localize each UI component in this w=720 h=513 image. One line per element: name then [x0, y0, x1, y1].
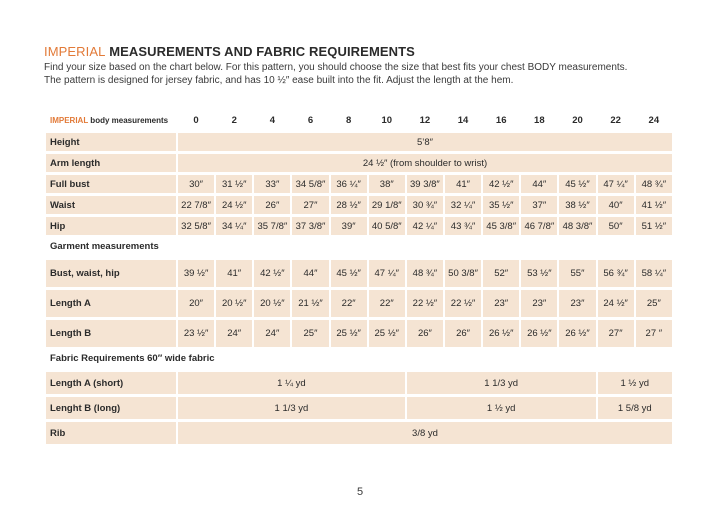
arm-length-row: [46, 154, 672, 172]
cell: 48 ¾″: [636, 175, 672, 193]
cell: 52″: [483, 260, 519, 287]
cell: 20 ½″: [254, 290, 290, 317]
cell: 26 ½″: [483, 320, 519, 347]
size-16: 16: [495, 114, 507, 126]
cell: 1 5/8 yd: [598, 397, 672, 419]
cell: 42 ½″: [254, 260, 290, 287]
cell: 25″: [636, 290, 672, 317]
page-title: [44, 44, 415, 59]
cell: 1 ½ yd: [598, 372, 672, 394]
intro-text: [44, 62, 684, 87]
cell: 36 ¼″: [331, 175, 367, 193]
cell: 45 3/8″: [483, 217, 519, 235]
cell: 56 ¾″: [598, 260, 634, 287]
fabric-section-header: [46, 347, 672, 369]
cell: 25 ½″: [331, 320, 367, 347]
cell: 34 5/8″: [292, 175, 328, 193]
size-22: 22: [610, 114, 621, 126]
header-label: [46, 110, 176, 130]
cell: 42 ¼″: [407, 217, 443, 235]
title-accent: IMPERIAL: [44, 44, 106, 59]
row-label: Rib: [46, 422, 176, 444]
size-18: 18: [534, 114, 545, 126]
row-label: Bust, waist, hip: [46, 260, 176, 287]
size-6: 6: [307, 114, 314, 126]
cell: 26 ½″: [559, 320, 595, 347]
size-20: 20: [572, 114, 583, 126]
cell: 1 ½ yd: [407, 397, 596, 419]
cell: 27″: [598, 320, 634, 347]
cell: 25″: [292, 320, 328, 347]
cell: 43 ¾″: [445, 217, 481, 235]
cell: 39 ½″: [178, 260, 214, 287]
fabric-length-a-row: [46, 372, 672, 394]
cell: 22″: [331, 290, 367, 317]
bust-waist-hip-row: [46, 260, 672, 287]
cell: 20″: [178, 290, 214, 317]
length-b-row: [46, 320, 672, 347]
row-label: Waist: [46, 196, 176, 214]
cell: 3/8 yd: [178, 422, 672, 444]
cell: 24″: [254, 320, 290, 347]
cell: 22 7/8″: [178, 196, 214, 214]
garment-section-header: [46, 235, 672, 257]
size-0: 0: [193, 114, 199, 126]
cell: 1 1/3 yd: [178, 397, 405, 419]
cell: 24 ½″: [598, 290, 634, 317]
cell: 41″: [216, 260, 252, 287]
cell: 29 1/8″: [369, 196, 405, 214]
waist-row: [46, 196, 672, 214]
cell: 20 ½″: [216, 290, 252, 317]
cell: 26″: [407, 320, 443, 347]
cell: 33″: [254, 175, 290, 193]
cell: 39 3/8″: [407, 175, 443, 193]
cell: 41″: [445, 175, 481, 193]
cell: 58 ¼″: [636, 260, 672, 287]
cell: 24″: [216, 320, 252, 347]
cell: 32 5/8″: [178, 217, 214, 235]
cell: 44″: [521, 175, 557, 193]
cell: 22″: [369, 290, 405, 317]
row-label: Full bust: [46, 175, 176, 193]
fabric-length-b-row: [46, 397, 672, 419]
cell: 37″: [521, 196, 557, 214]
size-12: 12: [419, 114, 431, 126]
cell: 23″: [483, 290, 519, 317]
cell: 22 ½″: [407, 290, 443, 317]
cell: 50 3/8″: [445, 260, 481, 287]
cell: 27″: [292, 196, 328, 214]
cell: 38″: [369, 175, 405, 193]
cell: 47 ¼″: [369, 260, 405, 287]
cell: 27 ″: [636, 320, 672, 347]
cell: 25 ½″: [369, 320, 405, 347]
row-label: Length A: [46, 290, 176, 317]
size-chart-table: [44, 110, 674, 444]
cell: 48 ¾″: [407, 260, 443, 287]
cell: 26″: [254, 196, 290, 214]
cell: 44″: [292, 260, 328, 287]
cell: 26″: [445, 320, 481, 347]
cell: 26 ½″: [521, 320, 557, 347]
garment-section-title: Garment measurements: [50, 240, 159, 252]
row-label: Lenght B (long): [46, 397, 176, 419]
intro-line-1: Find your size based on the chart below. For this pattern, you should choose the size that best fits your chest BODY measurements.: [44, 62, 628, 73]
cell: 23 ½″: [178, 320, 214, 347]
header-accent: IMPERIAL: [50, 115, 89, 125]
cell: 55″: [559, 260, 595, 287]
cell: 23″: [559, 290, 595, 317]
hip-row: [46, 217, 672, 235]
cell: 47 ¼″: [598, 175, 634, 193]
cell: 30″: [178, 175, 214, 193]
length-a-row: [46, 290, 672, 317]
cell: 46 7/8″: [521, 217, 557, 235]
cell: 28 ½″: [331, 196, 367, 214]
rib-row: [46, 422, 672, 444]
cell: 24 ½″: [216, 196, 252, 214]
cell: 40″: [598, 196, 634, 214]
size-14: 14: [457, 114, 469, 126]
cell: 41 ½″: [636, 196, 672, 214]
cell: 53 ½″: [521, 260, 557, 287]
cell: 50″: [598, 217, 634, 235]
cell: 35 ½″: [483, 196, 519, 214]
arm-length-value: 24 ½″ (from shoulder to wrist): [178, 154, 672, 172]
page-number: 5: [356, 486, 364, 498]
size-4: 4: [269, 114, 275, 126]
cell: 48 3/8″: [559, 217, 595, 235]
cell: 34 ¼″: [216, 217, 252, 235]
cell: 39″: [331, 217, 367, 235]
cell: 42 ½″: [483, 175, 519, 193]
size-header-row: [46, 110, 672, 130]
fabric-section-title: Fabric Requirements 60″ wide fabric: [50, 352, 215, 364]
cell: 30 ¾″: [407, 196, 443, 214]
size-10: 10: [381, 114, 393, 126]
cell: 23″: [521, 290, 557, 317]
full-bust-row: [46, 175, 672, 193]
cell: 1 1/3 yd: [407, 372, 596, 394]
title-text: MEASUREMENTS AND FABRIC REQUIREMENTS: [105, 44, 415, 59]
cell: 45 ½″: [559, 175, 595, 193]
row-label: Length B: [46, 320, 176, 347]
cell: 21 ½″: [292, 290, 328, 317]
cell: 22 ½″: [445, 290, 481, 317]
cell: 51 ½″: [636, 217, 672, 235]
cell: 1 ¼ yd: [178, 372, 405, 394]
header-label-text: body measurements: [88, 115, 169, 125]
row-label: Length A (short): [46, 372, 176, 394]
size-24: 24: [648, 114, 660, 126]
size-2: 2: [231, 114, 237, 126]
cell: 32 ¼″: [445, 196, 481, 214]
row-label: Hip: [46, 217, 176, 235]
row-label: Arm length: [46, 154, 176, 172]
intro-line-2: The pattern is designed for jersey fabric, and has 10 ½″ ease built into the fit. Adjust the length at the hem.: [44, 74, 514, 86]
cell: 35 7/8″: [254, 217, 290, 235]
height-value: 5’8″: [178, 133, 672, 151]
height-row: [46, 133, 672, 151]
cell: 38 ½″: [559, 196, 595, 214]
size-8: 8: [345, 114, 352, 126]
cell: 31 ½″: [216, 175, 252, 193]
row-label: Height: [46, 133, 176, 151]
cell: 40 5/8″: [369, 217, 405, 235]
cell: 37 3/8″: [292, 217, 328, 235]
cell: 45 ½″: [331, 260, 367, 287]
